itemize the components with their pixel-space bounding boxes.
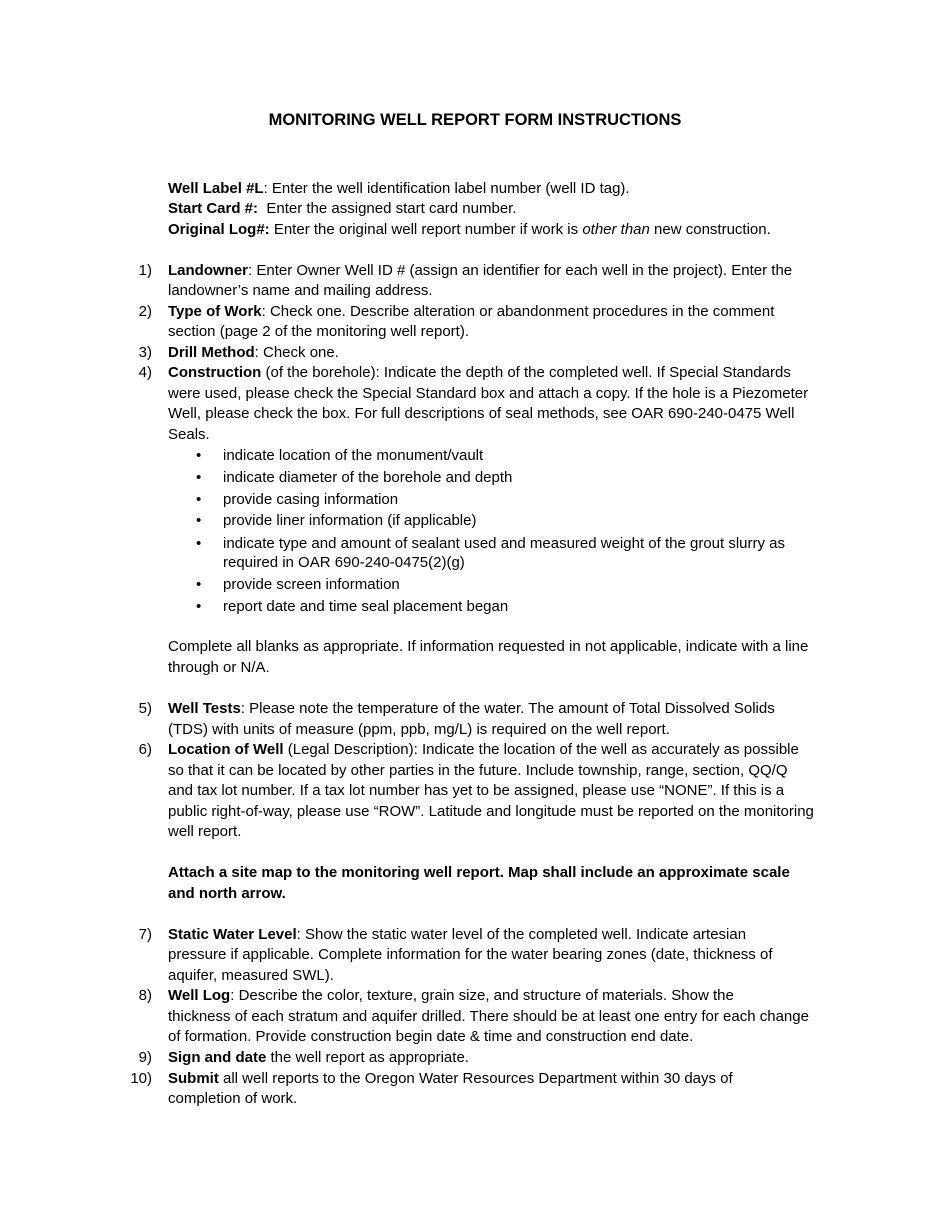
bullet-item: indicate type and amount of sealant used and measured weight of the grout slurry as — [223, 535, 786, 552]
list-item: Well Log: Describe the color, texture, grain size, and structure of materials. Show the — [168, 987, 734, 1004]
list-item-line: (TDS) with units of measure (ppm, ppb, mg/L) is required on the well report. — [168, 721, 670, 738]
bullet-icon: • — [196, 447, 202, 464]
bullet-item: indicate diameter of the borehole and depth — [223, 469, 513, 486]
list-item-line: of formation. Provide construction begin date & time and construction end date. — [168, 1028, 694, 1045]
list-item-line: were used, please check the Special Standard box and attach a copy. If the hole is a Piezometer — [168, 385, 809, 402]
list-item: Submit all well reports to the Oregon Water Resources Department within 30 days of — [168, 1070, 733, 1087]
list-item-line: so that it can be located by other parties in the future. Include township, range, section, QQ/Q — [168, 762, 788, 779]
list-item-line: aquifer, measured SWL). — [168, 967, 334, 984]
list-item-line: landowner’s name and mailing address. — [168, 282, 433, 299]
site-map-note: and north arrow. — [168, 885, 286, 902]
list-item: Well Tests: Please note the temperature of the water. The amount of Total Dissolved Solids — [168, 700, 775, 717]
bullet-item: indicate location of the monument/vault — [223, 447, 484, 464]
item-number: 9) — [138, 1049, 152, 1066]
list-item-line: thickness of each stratum and aquifer drilled. There should be at least one entry for each change — [168, 1008, 809, 1025]
list-item: Static Water Level: Show the static water level of the completed well. Indicate artesian — [168, 926, 747, 943]
note-text: through or N/A. — [168, 659, 270, 676]
list-item-line: well report. — [168, 823, 242, 840]
item-number: 7) — [138, 926, 152, 943]
item-number: 8) — [138, 987, 152, 1004]
item-number: 2) — [138, 303, 152, 320]
item-number: 5) — [138, 700, 152, 717]
list-item: Sign and date the well report as appropriate. — [168, 1049, 469, 1066]
original-log-field: Original Log#: Enter the original well report number if work is other than new construction. — [168, 221, 771, 238]
list-item: Drill Method: Check one. — [168, 344, 339, 361]
item-number: 4) — [138, 364, 152, 381]
bullet-item: provide screen information — [223, 576, 400, 593]
site-map-note: Attach a site map to the monitoring well report. Map shall include an approximate scale — [168, 864, 790, 881]
list-item-line: completion of work. — [168, 1090, 298, 1107]
item-number: 3) — [138, 344, 152, 361]
item-number: 1) — [138, 262, 152, 279]
bullet-icon: • — [196, 491, 202, 508]
list-item-line: and tax lot number. If a tax lot number has yet to be assigned, please use “NONE”. If this is a — [168, 782, 785, 799]
list-item-line: pressure if applicable. Complete information for the water bearing zones (date, thickness of — [168, 946, 773, 963]
list-item: Construction (of the borehole): Indicate the depth of the completed well. If Special Standards — [168, 364, 791, 381]
bullet-icon: • — [196, 535, 202, 552]
well-label-field: Well Label #L: Enter the well identification label number (well ID tag). — [168, 180, 630, 197]
list-item: Type of Work: Check one. Describe alteration or abandonment procedures in the comment — [168, 303, 775, 320]
list-item-line: public right-of-way, please use “ROW”. Latitude and longitude must be reported on the monitoring — [168, 803, 814, 820]
note-text: Complete all blanks as appropriate. If information requested in not applicable, indicate with a line — [168, 638, 809, 655]
bullet-icon: • — [196, 512, 202, 529]
list-item: Location of Well (Legal Description): Indicate the location of the well as accurately as possible — [168, 741, 799, 758]
list-item-line: Well, please check the box. For full descriptions of seal methods, see OAR 690-240-0475 Well — [168, 405, 795, 422]
start-card-field: Start Card #: Enter the assigned start card number. — [168, 200, 517, 217]
bullet-item-line: required in OAR 690-240-0475(2)(g) — [223, 554, 465, 571]
bullet-item: provide liner information (if applicable) — [223, 512, 477, 529]
list-item-line: Seals. — [168, 426, 210, 443]
item-number: 6) — [138, 741, 152, 758]
bullet-item: provide casing information — [223, 491, 399, 508]
page-title: MONITORING WELL REPORT FORM INSTRUCTIONS — [268, 111, 682, 129]
bullet-icon: • — [196, 469, 202, 486]
list-item-line: section (page 2 of the monitoring well report). — [168, 323, 469, 340]
list-item: Landowner: Enter Owner Well ID # (assign an identifier for each well in the project). Enter the — [168, 262, 793, 279]
bullet-item: report date and time seal placement began — [223, 598, 509, 615]
bullet-icon: • — [196, 598, 202, 615]
bullet-icon: • — [196, 576, 202, 593]
item-number: 10) — [130, 1070, 152, 1087]
